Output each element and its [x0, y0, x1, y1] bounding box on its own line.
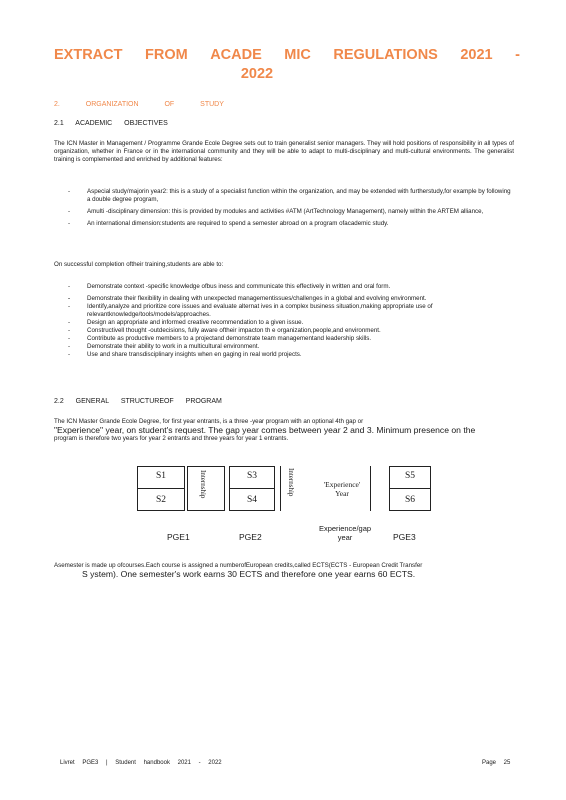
footer-page-number: Page 25 [482, 760, 511, 766]
structure-line: The ICN Master Grande Ecole Degree, for first year entrants, is a three -year program with an optional 4th gap or [54, 418, 364, 425]
year-label-pge3: PGE3 [393, 532, 416, 542]
academic-objectives-intro: The ICN Master in Management / Programme Grande Ecole Degree sets out to train generalist senior managers. They will hold positions of responsibility in all types of organization, whether in France or in the international community and they will be able to adapt to multi-disciplinary and multi-cultural environments. The generalist training is complemented and enriched by additional features: [54, 140, 514, 164]
list-item: - Demonstrate their ability to work in a multicultural environment. [54, 343, 514, 351]
divider [389, 488, 431, 489]
list-item: - Use and share transdisciplinary insights when en gaging in real world projects. [54, 351, 514, 359]
list-item: - Design an appropriate and informed creative recommendation to a given issue. [54, 319, 514, 327]
structure-line-large: "Experience" year, on student's request. The gap year comes between year 2 and 3. Minimum presence on the [54, 425, 476, 436]
semester-s1: S1 [155, 471, 167, 481]
semester-s6: S6 [404, 495, 416, 505]
title-line-2: 2022 [240, 66, 274, 82]
list-item: - Amulti -disciplinary dimension: this is provided by modules and activities #ATM (ArtTechnology Management), namely within the ARTEM alliance, [54, 208, 514, 216]
divider [280, 466, 281, 511]
list-item: - An international dimension:students are required to spend a semester abroad on a program ofacademic study. [54, 220, 514, 228]
year-label-gap: Experience/gap year [318, 524, 372, 542]
divider [370, 466, 371, 511]
semester-s4: S4 [246, 495, 258, 505]
outcomes-intro: On successful completion oftheir training,students are able to: [54, 261, 224, 268]
list-item: - Aspecial study/majorin year2: this is a study of a specialist function within the organization, and may be extended with furtherstudy,for example by following a double degree program, [54, 188, 514, 204]
internship-label-1: Internship [199, 470, 207, 499]
year-label-pge1: PGE1 [167, 532, 190, 542]
divider [229, 488, 275, 489]
title-word: MIC [284, 47, 311, 63]
structure-paragraph [54, 418, 514, 443]
list-item: - Constructivell thought -outdecisions, fully aware oftheir impacton th e organization,people,and environment. [54, 327, 514, 335]
title-word: REGULATIONS [333, 47, 438, 63]
ects-paragraph [54, 562, 514, 579]
footer-left: Livret PGE3 | Student handbook 2021 - 2022 [60, 760, 222, 766]
semester-s2: S2 [155, 495, 167, 505]
semester-s3: S3 [246, 471, 258, 481]
title-word: ACADE [210, 47, 262, 63]
section-heading-organization: 2. ORGANIZATION OF STUDY [54, 101, 224, 108]
outcomes-list [54, 283, 514, 359]
ects-line: Asemester is made up ofcourses.Each course is assigned a numberofEuropean credits,called ECTS(ECTS - European Credit Transfer [54, 562, 423, 569]
list-item: - Demonstrate their flexibility in dealing with unexpected managementissues/challenges in a global and evolving environment. [54, 295, 514, 303]
internship-label-2: Internship [287, 468, 295, 497]
title-word: 2021 [460, 47, 493, 63]
document-title [54, 46, 520, 84]
title-word: FROM [145, 47, 188, 63]
structure-line: program is therefore two years for year 2 entrants and three years for year 1 entrants. [54, 435, 289, 443]
title-word: EXTRACT [54, 47, 123, 63]
ects-line-large: S ystem). One semester's work earns 30 ECTS and therefore one year earns 60 ECTS. [82, 569, 416, 580]
semester-s5: S5 [404, 471, 416, 481]
title-word: - [515, 47, 520, 63]
experience-year-label: 'Experience' Year [323, 480, 361, 498]
list-item: - Demonstrate context -specific knowledge ofbus iness and communicate this effectively in written and oral form. [54, 283, 514, 291]
program-structure-diagram [137, 460, 437, 550]
section-heading-general-structure: 2.2 GENERAL STRUCTUREOF PROGRAM [54, 398, 222, 405]
section-heading-academic-objectives: 2.1 ACADEMIC OBJECTIVES [54, 120, 168, 127]
list-item: - Contribute as productive members to a projectand demonstrate team managementand leadership skills. [54, 335, 514, 343]
features-list [54, 188, 514, 228]
list-item: - Identify,analyze and prioritize core issues and evaluate alternat ives in a complex business situation,making appropriate use of relevantknowledge/tools/models/approaches. [54, 303, 514, 319]
year-label-pge2: PGE2 [239, 532, 262, 542]
divider [137, 488, 185, 489]
